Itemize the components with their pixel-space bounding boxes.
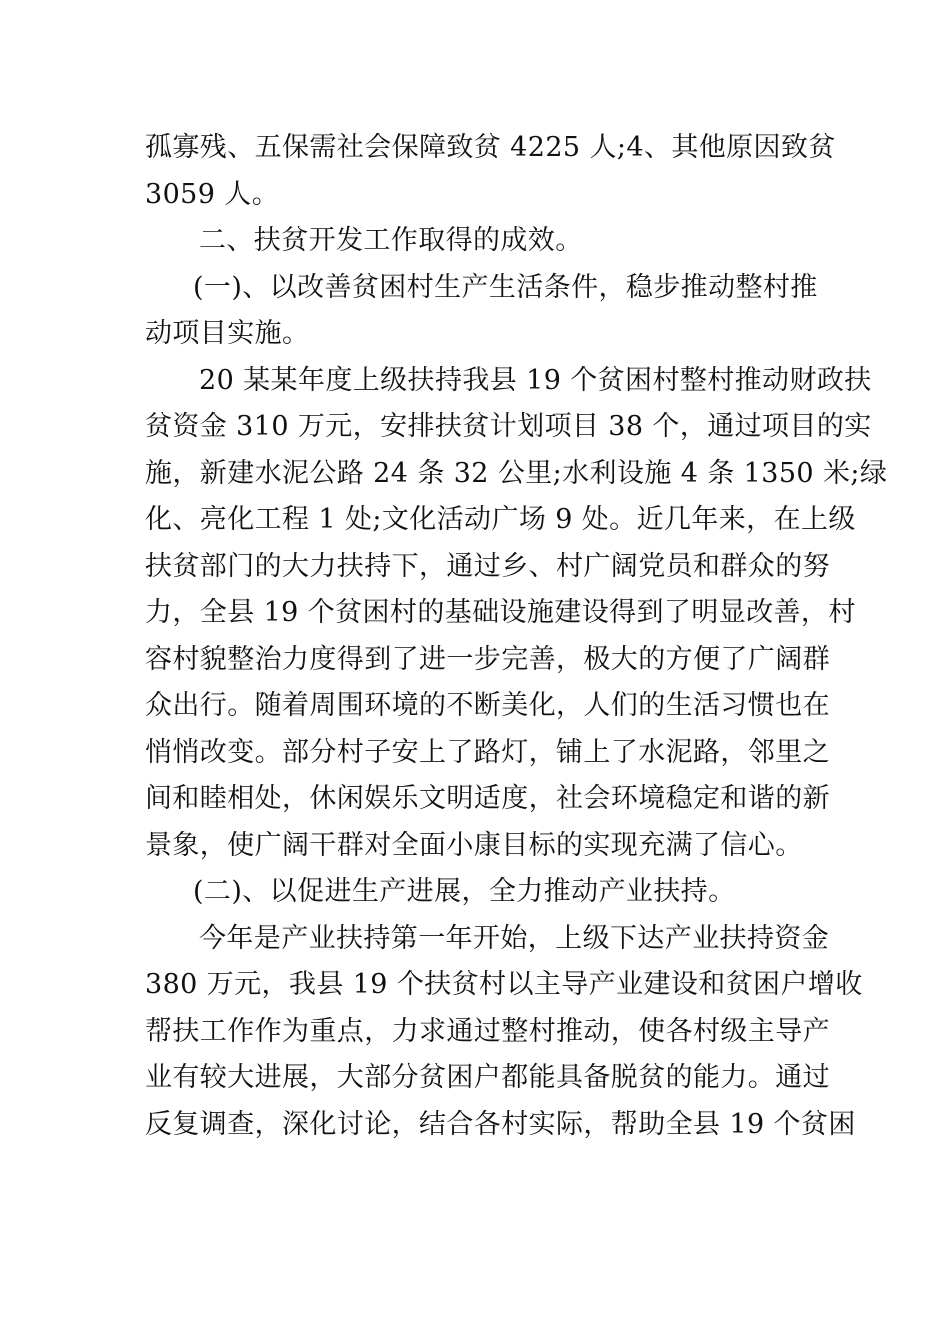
paragraph-line: 业有较大进展，大部分贫困户都能具备脱贫的能力。通过	[145, 1062, 830, 1093]
paragraph-line: 反复调查，深化讨论，结合各村实际，帮助全县 19 个贫困	[145, 1108, 856, 1140]
paragraph-line: 化、亮化工程 1 处;文化活动广场 9 处。近几年来，在上级	[145, 504, 856, 535]
paragraph-line: 贫资金 310 万元，安排扶贫计划项目 38 个，通过项目的实	[145, 411, 872, 442]
paragraph-line: 容村貌整治力度得到了进一步完善，极大的方便了广阔群	[145, 643, 830, 675]
document-body	[145, 125, 888, 1148]
paragraph-line: 3059 人。	[145, 178, 280, 210]
paragraph-line: 众出行。随着周围环境的不断美化，人们的生活习惯也在	[145, 690, 830, 721]
paragraph-line: 20 某某年度上级扶持我县 19 个贫困村整村推动财政扶	[199, 364, 872, 396]
paragraph-line: 力，全县 19 个贫困村的基础设施建设得到了明显改善，村	[145, 597, 856, 628]
paragraph-line: 孤寡残、五保需社会保障致贫 4225 人;4、其他原因致贫	[145, 132, 836, 163]
paragraph-line: 悄悄改变。部分村子安上了路灯，铺上了水泥路，邻里之	[145, 736, 830, 768]
section-heading: 二、扶贫开发工作取得的成效。	[199, 225, 583, 256]
paragraph-line: 间和睦相处，休闲娱乐文明适度，社会环境稳定和谐的新	[145, 783, 830, 814]
paragraph-line: 景象，使广阔干群对全面小康目标的实现充满了信心。	[145, 829, 803, 861]
paragraph-line: 帮扶工作作为重点，力求通过整村推动，使各村级主导产	[145, 1015, 830, 1047]
subsection-heading: (一)、以改善贫困村生产生活条件，稳步推动整村推	[193, 271, 818, 303]
paragraph-line: 380 万元，我县 19 个扶贫村以主导产业建设和贫困户增收	[145, 969, 863, 1000]
subsection-heading-continued: 动项目实施。	[145, 318, 310, 349]
paragraph-line: 施，新建水泥公路 24 条 32 公里;水利设施 4 条 1350 米;绿	[145, 457, 888, 489]
paragraph-line: 扶贫部门的大力扶持下，通过乡、村广阔党员和群众的努	[145, 550, 830, 582]
paragraph-line: 今年是产业扶持第一年开始，上级下达产业扶持资金	[199, 922, 830, 954]
subsection-heading: (二)、以促进生产进展，全力推动产业扶持。	[193, 876, 736, 907]
